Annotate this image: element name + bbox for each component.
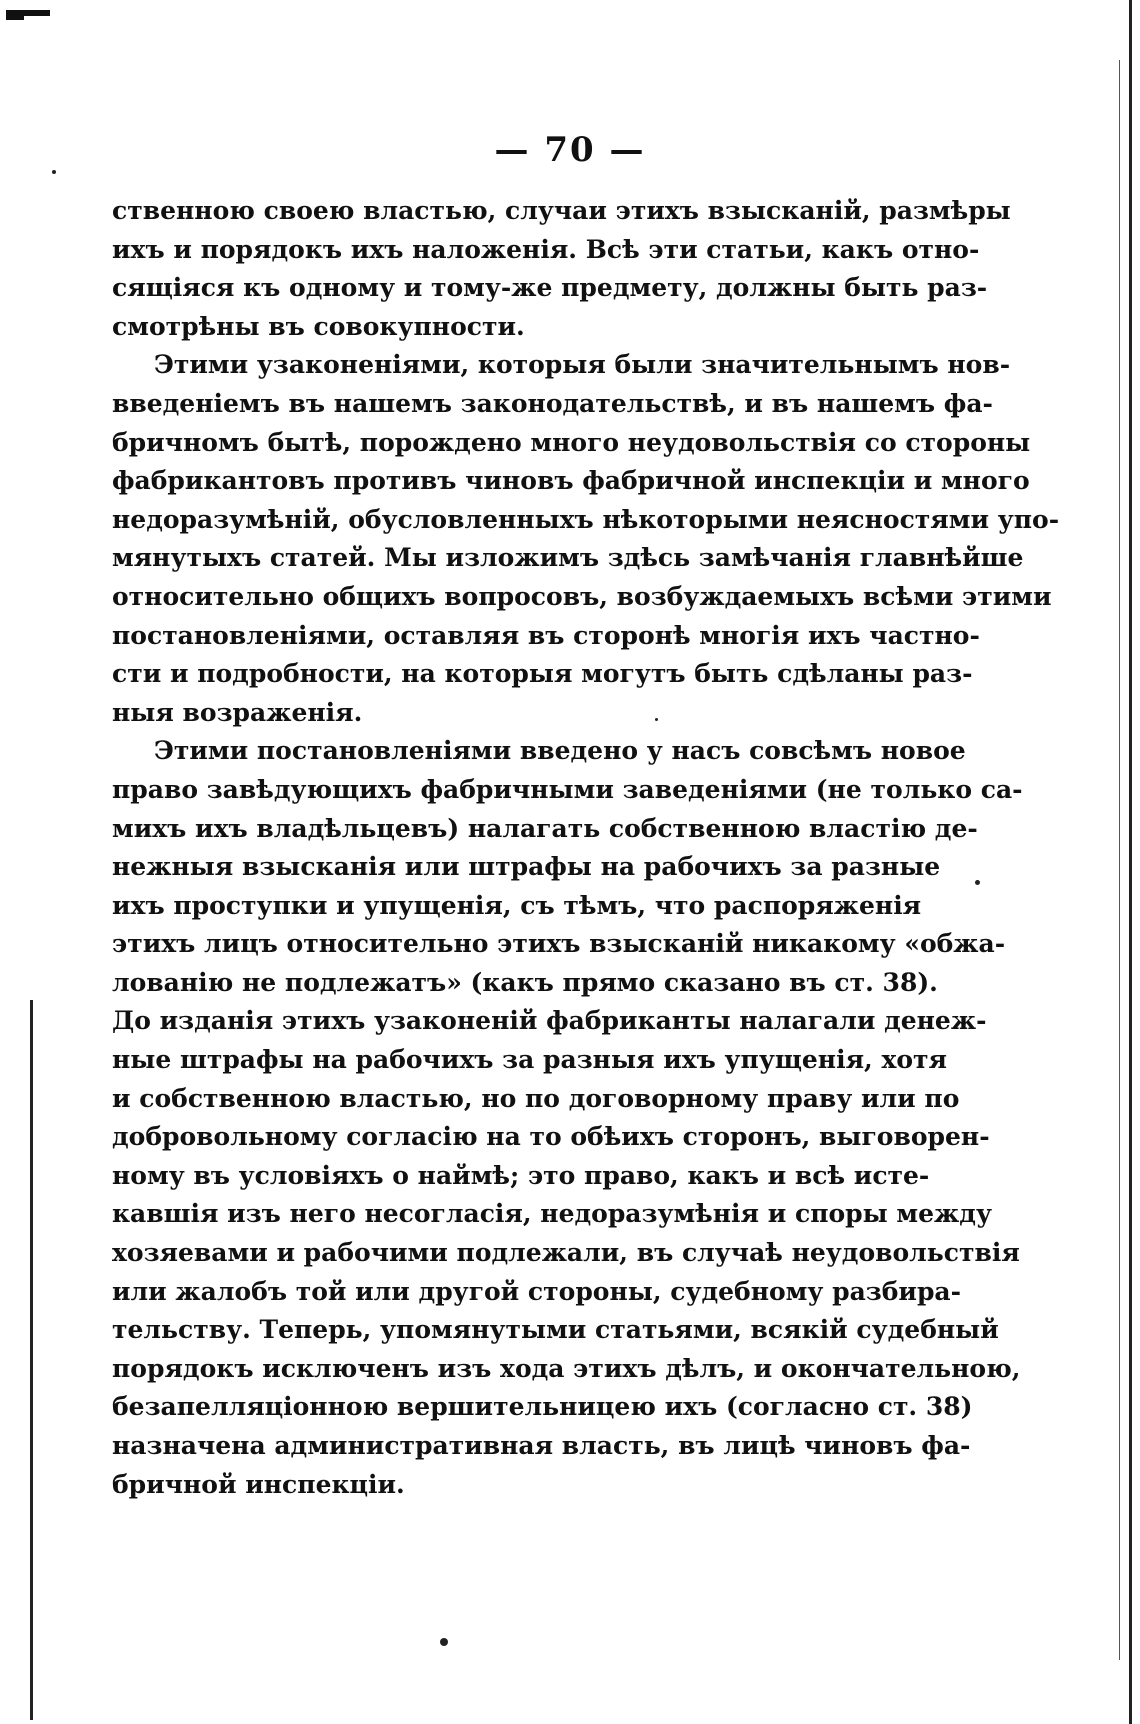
text-line: Этими узаконеніями, которыя были значительнымъ нов- bbox=[154, 350, 1011, 380]
scan-right-edge bbox=[1129, 0, 1132, 1724]
text-line: и собственною властью, но по договорному праву или по bbox=[112, 1083, 960, 1113]
text-line: смотрѣны въ совокупности. bbox=[112, 311, 525, 341]
text-line: добровольному согласію на то обѣихъ сторонъ, выговорен- bbox=[112, 1122, 990, 1152]
text-line: лованію не подлежатъ» (какъ прямо сказано въ ст. 38). bbox=[112, 967, 938, 997]
text-line: ихъ проступки и упущенія, съ тѣмъ, что распоряженія bbox=[112, 890, 922, 920]
scan-speck bbox=[440, 1638, 448, 1646]
text-line: нежныя взысканія или штрафы на рабочихъ за разные bbox=[112, 852, 941, 882]
text-line: порядокъ исключенъ изъ хода этихъ дѣлъ, и окончательною, bbox=[112, 1353, 1021, 1383]
text-line: безапелляціонною вершительницею ихъ (согласно ст. 38) bbox=[112, 1392, 973, 1422]
text-line: относительно общихъ вопросовъ, возбуждаемыхъ всѣми этими bbox=[112, 581, 1052, 611]
text-line: мянутыхъ статей. Мы изложимъ здѣсь замѣчанія главнѣйше bbox=[112, 543, 1024, 573]
text-line: ному въ условіяхъ о наймѣ; это право, какъ и всѣ исте- bbox=[112, 1160, 930, 1190]
text-line: недоразумѣній, обусловленныхъ нѣкоторыми неясностями упо- bbox=[112, 504, 1060, 534]
text-line: До изданія этихъ узаконеній фабриканты налагали денеж- bbox=[112, 1006, 987, 1036]
text-line: сящіяся къ одному и тому-же предмету, должны быть раз- bbox=[112, 273, 988, 303]
text-line: право завѣдующихъ фабричными заведеніями (не только са- bbox=[112, 774, 1023, 804]
text-line: тельству. Теперь, упомянутыми статьями, всякій судебный bbox=[112, 1315, 999, 1345]
text-line: назначена административная власть, въ лицѣ чиновъ фа- bbox=[112, 1431, 971, 1460]
scan-speck bbox=[655, 718, 658, 721]
text-line: ныя возраженія. bbox=[112, 697, 363, 727]
scan-right-edge-line bbox=[1119, 60, 1120, 1660]
text-line: михъ ихъ владѣльцевъ) налагать собственною властію де- bbox=[112, 813, 978, 843]
text-line: кавшія изъ него несогласія, недоразумѣнія и споры между bbox=[112, 1199, 992, 1229]
text-line: хозяевами и рабочими подлежали, въ случаѣ неудовольствія bbox=[112, 1238, 1020, 1268]
page-number: — 70 — bbox=[494, 130, 646, 170]
text-line: постановленіями, оставляя въ сторонѣ многія ихъ частно- bbox=[112, 620, 980, 650]
text-line: или жалобъ той или другой стороны, судебному разбира- bbox=[112, 1276, 962, 1306]
text-line: введеніемъ въ нашемъ законодательствѣ, и въ нашемъ фа- bbox=[112, 388, 993, 418]
text-line: бричномъ бытѣ, порождено много неудовольствія со стороны bbox=[112, 427, 1031, 457]
text-line: фабрикантовъ противъ чиновъ фабричной инспекціи и много bbox=[112, 466, 1030, 496]
body-text bbox=[112, 192, 1060, 1504]
scan-left-edge bbox=[30, 1000, 33, 1720]
text-line: сти и подробности, на которыя могутъ быть сдѣланы раз- bbox=[112, 659, 973, 689]
text-line: бричной инспекціи. bbox=[112, 1469, 405, 1499]
scan-speck bbox=[975, 880, 980, 885]
scan-corner-mark bbox=[6, 10, 50, 16]
text-line: ихъ и порядокъ ихъ наложенія. Всѣ эти статьи, какъ отно- bbox=[112, 234, 980, 264]
text-line: этихъ лицъ относительно этихъ взысканій никакому «обжа- bbox=[112, 929, 1006, 959]
text-line: ные штрафы на рабочихъ за разныя ихъ упущенія, хотя bbox=[112, 1045, 947, 1075]
scan-speck bbox=[52, 170, 56, 174]
text-line: Этими постановленіями введено у насъ совсѣмъ новое bbox=[154, 736, 966, 766]
text-line: ственною своею властью, случаи этихъ взысканій, размѣры bbox=[112, 196, 1011, 225]
